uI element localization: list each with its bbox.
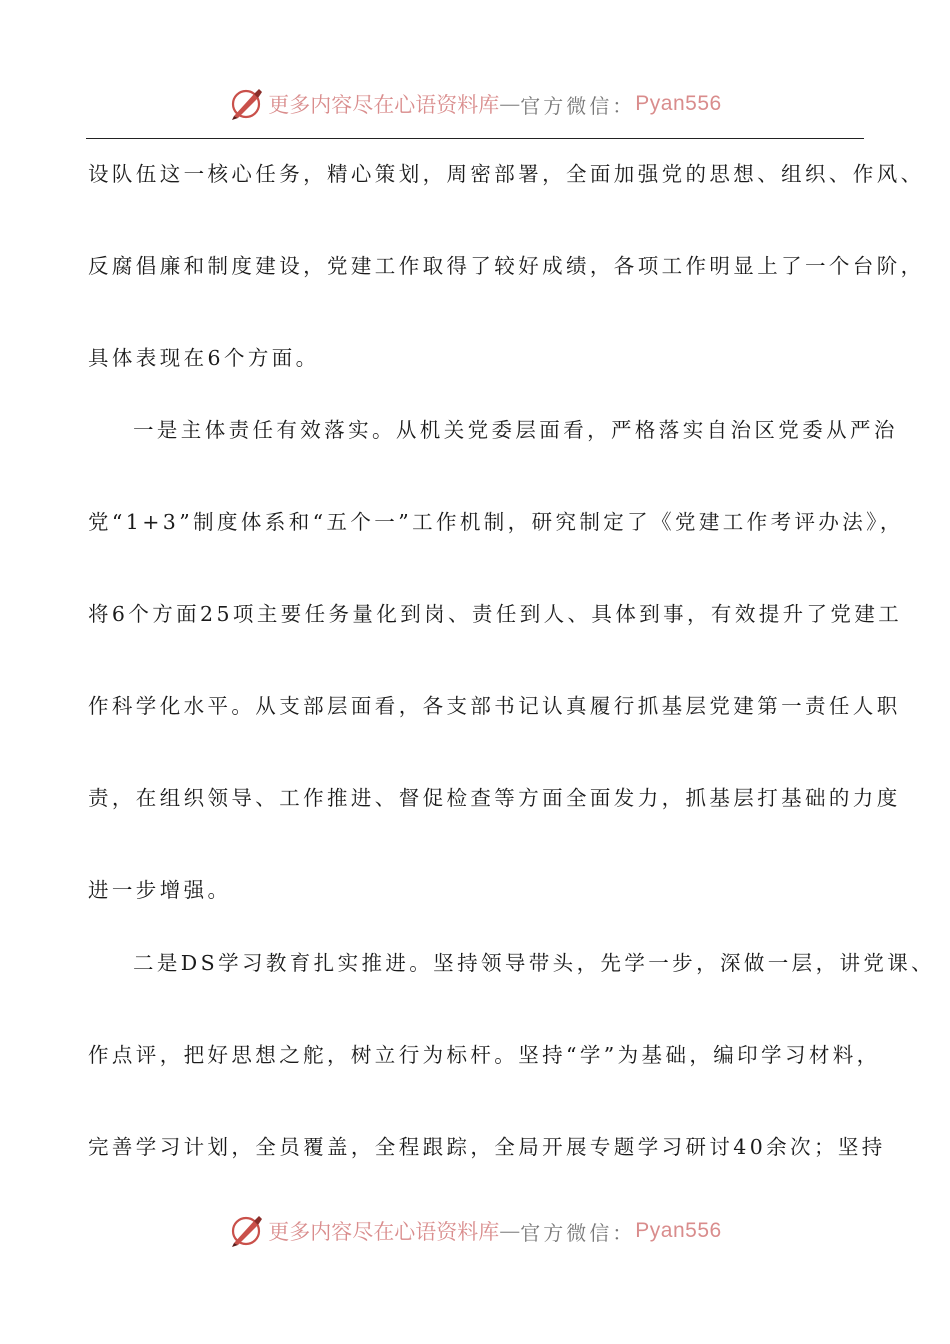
footer-wechat-label: 官方微信：: [520, 1220, 636, 1245]
text-line: 完善学习计划，全员覆盖，全程跟踪，全局开展专题学习研讨40余次；坚持: [88, 1135, 886, 1159]
footer-dash: —: [499, 1219, 521, 1243]
text-line: 作点评，把好思想之舵，树立行为标杆。坚持“学”为基础，编印学习材料，: [88, 1043, 881, 1067]
text-line: 设队伍这一核心任务，精心策划，周密部署，全面加强党的思想、组织、作风、: [88, 162, 925, 186]
text-line: 责，在组织领导、工作推进、督促检查等方面全面发力，抓基层打基础的力度: [88, 786, 901, 810]
pen-logo-icon: [228, 86, 264, 122]
text-line: 作科学化水平。从支部层面看，各支部书记认真履行抓基层党建第一责任人职: [88, 694, 901, 718]
header-dash: —: [499, 92, 521, 116]
header-wechat-label: 官方微信：: [520, 93, 636, 118]
header-banner: [0, 84, 950, 124]
text-line: 党“1+3”制度体系和“五个一”工作机制，研究制定了《党建工作考评办法》，: [88, 510, 904, 534]
header-brand-text: 更多内容尽在心语资料库: [268, 93, 500, 117]
text-line: 具体表现在6个方面。: [88, 346, 320, 370]
paragraph-start-line: 一是主体责任有效落实。从机关党委层面看，严格落实自治区党委从严治: [133, 418, 898, 442]
header-divider: [86, 138, 864, 139]
footer-banner: [0, 1211, 950, 1251]
text-line: 进一步增强。: [88, 878, 232, 902]
footer-brand-text: 更多内容尽在心语资料库: [268, 1220, 500, 1244]
footer-wechat-id: Pyan556: [635, 1219, 722, 1242]
pen-logo-icon: [228, 1213, 264, 1249]
text-line: 将6个方面25项主要任务量化到岗、责任到人、具体到事，有效提升了党建工: [88, 602, 903, 626]
text-line: 反腐倡廉和制度建设，党建工作取得了较好成绩，各项工作明显上了一个台阶，: [88, 254, 925, 278]
header-wechat-id: Pyan556: [635, 92, 722, 115]
paragraph-start-line: 二是DS学习教育扎实推进。坚持领导带头，先学一步，深做一层，讲党课、: [133, 951, 936, 975]
